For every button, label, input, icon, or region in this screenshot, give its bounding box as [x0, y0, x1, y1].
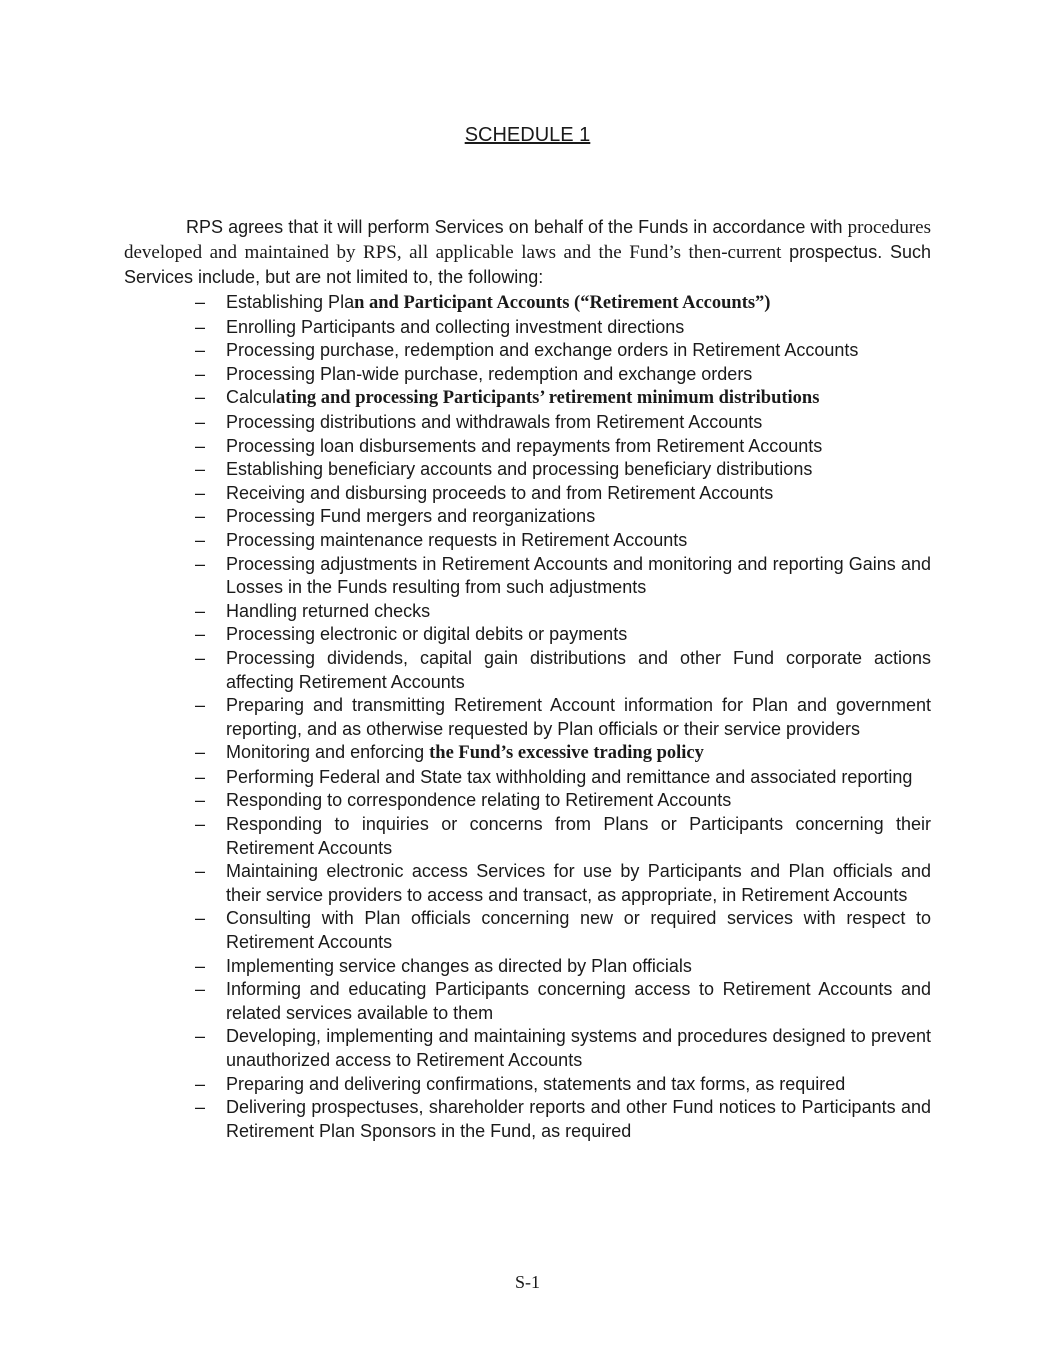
service-item-text: Handling returned checks [226, 600, 431, 621]
service-item-text: Performing Federal and State tax withholding and remittance and associated reporting [226, 766, 913, 787]
service-item [195, 339, 931, 363]
service-item [195, 363, 931, 387]
service-item [195, 907, 931, 954]
service-item [195, 458, 931, 482]
service-item [195, 860, 931, 907]
service-item-text: Establishing Pla [226, 292, 355, 312]
schedule-title: SCHEDULE 1 [464, 124, 591, 146]
service-item [195, 482, 931, 506]
intro-text-1: RPS agrees that it will perform Services on behalf of the Funds in accordance with [186, 217, 843, 237]
service-item [195, 978, 931, 1025]
service-item-text: Implementing service changes as directed by Plan officials [226, 955, 692, 976]
service-item [195, 1073, 931, 1097]
service-item [195, 1096, 931, 1143]
service-item-text: Responding to correspondence relating to Retirement Accounts [226, 790, 732, 811]
service-item [195, 741, 931, 766]
service-item-text: Processing adjustments in Retirement Accounts and monitoring and reporting Gains and Losses in the Funds resulting from such adjustments [226, 553, 931, 598]
service-item [195, 955, 931, 979]
service-item-text: Consulting with Plan officials concerning new or required services with respect to Retirement Accounts [226, 908, 931, 953]
service-item-text: Developing, implementing and maintaining systems and procedures designed to prevent unauthorized access to Retirement Accounts [226, 1026, 931, 1070]
service-item-text: Monitoring and enforcing [226, 742, 430, 763]
service-item-text: Processing Fund mergers and reorganizations [226, 506, 596, 527]
intro-text-2: procedures developed and maintained by RPS, all applicable laws and the Fund’s then-current [124, 217, 931, 263]
service-item [195, 813, 931, 860]
page-number: S-1 [514, 1272, 540, 1292]
service-item-bold-text: the Fund’s excessive trading policy [429, 743, 704, 764]
service-item [195, 789, 931, 813]
service-item-bold-text: ating and processing Participants’ retirement minimum distributions [276, 388, 820, 409]
service-item [195, 553, 931, 600]
service-item [195, 411, 931, 435]
service-item-text: Receiving and disbursing proceeds to and from Retirement Accounts [226, 482, 774, 503]
service-item [195, 529, 931, 553]
service-item-text: Processing purchase, redemption and exchange orders in Retirement Accounts [226, 340, 859, 361]
service-item [195, 291, 931, 316]
services-list [195, 291, 931, 1143]
service-item-text: Informing and educating Participants concerning access to Retirement Accounts and related services available to them [226, 979, 931, 1023]
service-item-text: Preparing and delivering confirmations, statements and tax forms, as required [226, 1073, 846, 1094]
service-item [195, 766, 931, 790]
service-item-text: Maintaining electronic access Services for use by Participants and Plan officials and their service providers to access and transact, as appropriate, in Retirement Accounts [226, 861, 931, 905]
service-item [195, 600, 931, 624]
service-item [195, 505, 931, 529]
service-item-text: Establishing beneficiary accounts and processing beneficiary distributions [226, 459, 813, 480]
service-item-text: Processing Plan-wide purchase, redemption and exchange orders [226, 363, 753, 384]
service-item-text: Preparing and transmitting Retirement Account information for Plan and government reporting, and as otherwise requested by Plan officials or their service providers [226, 695, 931, 739]
service-item-text: Processing distributions and withdrawals from Retirement Accounts [226, 411, 763, 432]
service-item-text: Delivering prospectuses, shareholder reports and other Fund notices to Participants and Retirement Plan Sponsors in the Fund, as required [226, 1097, 931, 1141]
service-item [195, 1025, 931, 1072]
service-item [195, 386, 931, 411]
service-item-text: Processing dividends, capital gain distributions and other Fund corporate actions affecting Retirement Accounts [226, 647, 931, 692]
intro-text-3: prospectus. Such Services include, but are not limited to, the following: [124, 242, 931, 287]
service-item-text: Responding to inquiries or concerns from Plans or Participants concerning their Retirement Accounts [226, 814, 931, 858]
service-item-text: Processing maintenance requests in Retirement Accounts [226, 529, 688, 550]
service-item-text: Processing loan disbursements and repayments from Retirement Accounts [226, 435, 823, 456]
service-item [195, 623, 931, 647]
service-item-text: Calcul [226, 387, 277, 408]
service-item-bold-text: n and Participant Accounts (“Retirement Accounts”) [354, 293, 771, 313]
service-item [195, 435, 931, 459]
service-item-text: Enrolling Participants and collecting investment directions [226, 316, 685, 337]
service-item [195, 316, 931, 340]
service-item [195, 694, 931, 741]
intro-paragraph [124, 215, 931, 289]
service-item-text: Processing electronic or digital debits or payments [226, 624, 628, 645]
service-item [195, 647, 931, 694]
